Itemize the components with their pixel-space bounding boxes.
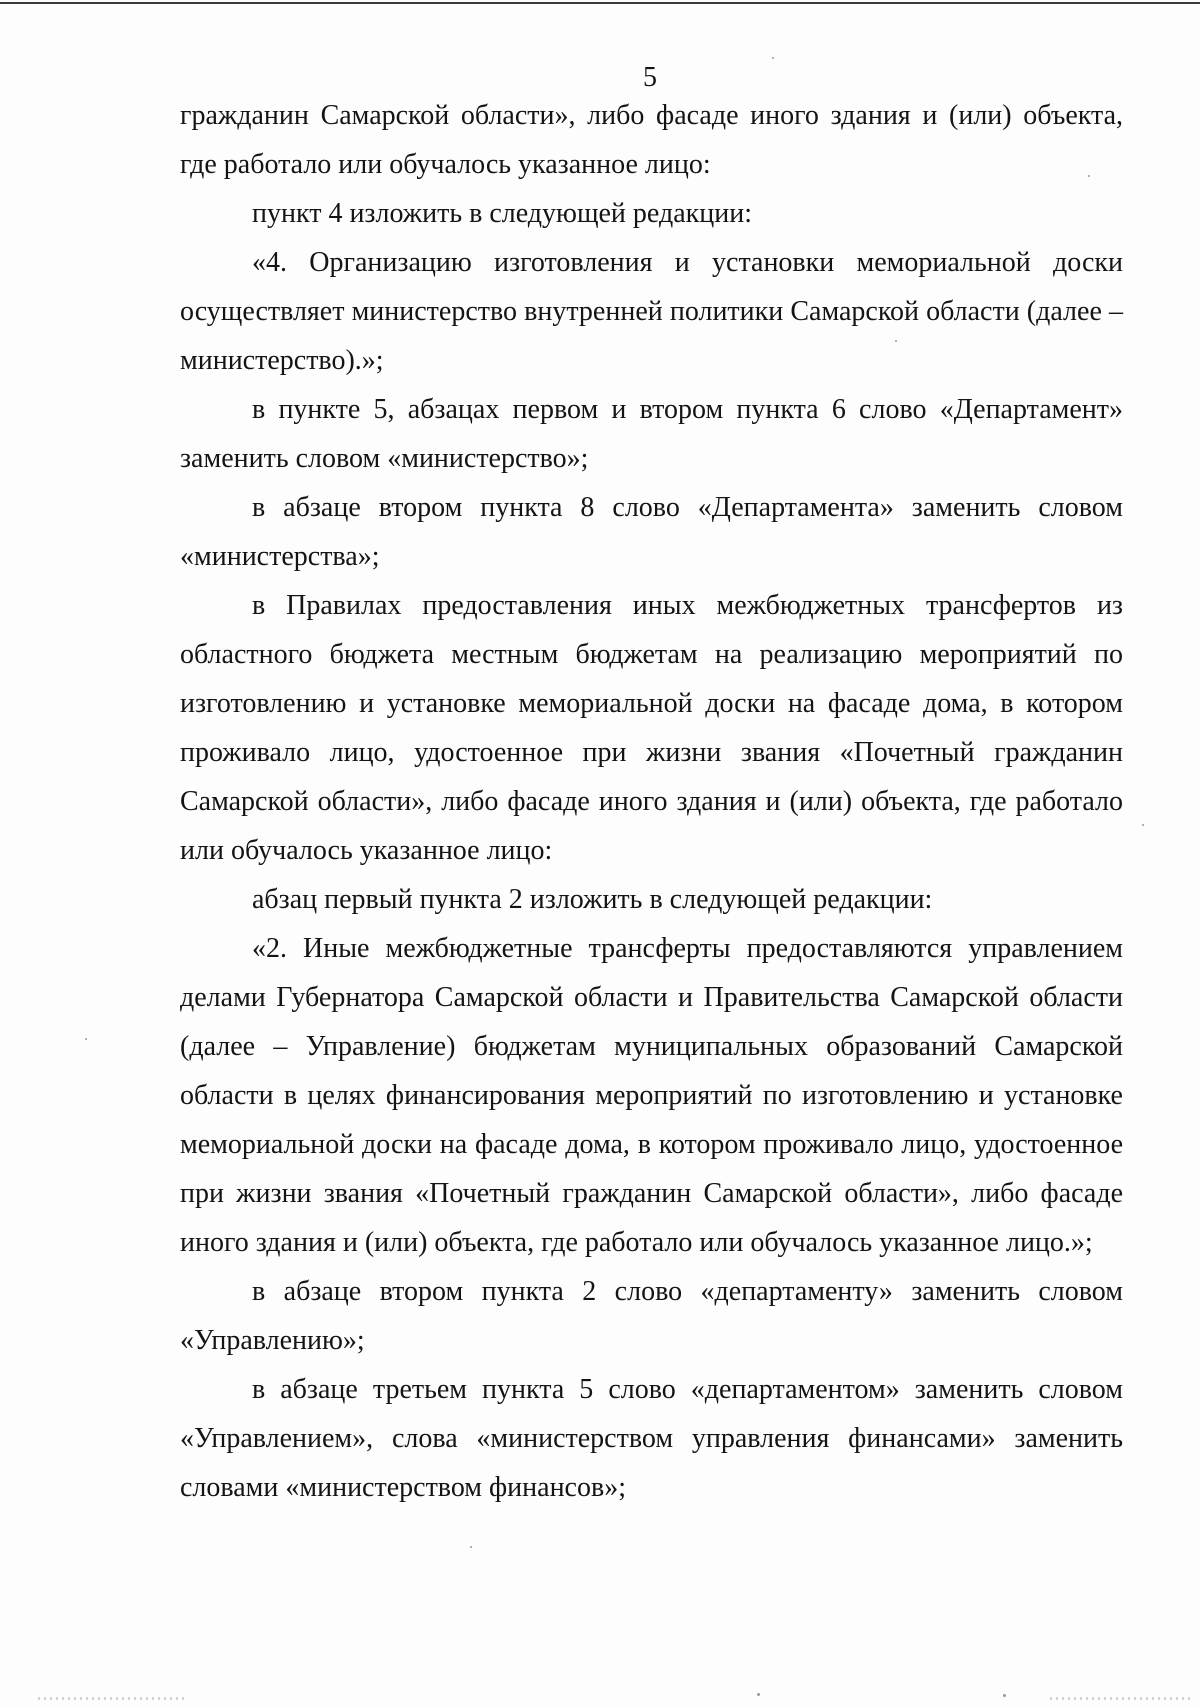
scan-speck	[85, 1038, 87, 1040]
scan-speck	[757, 1693, 760, 1696]
page-number: 5	[643, 62, 657, 93]
scan-speck	[470, 1546, 472, 1548]
scan-speck	[772, 57, 774, 59]
paragraph-5: в абзаце втором пункта 8 слово «Департамента» заменить словом «министерства»;	[180, 492, 1123, 572]
paragraph-8: «2. Иные межбюджетные трансферты предоставляются управлением делами Губернатора Самарской области и Правительства Самарской области (далее – Управление) бюджетам муниципальных образований Самарской области в целях финансирования мероприятий по изготовлению и установке мемориальной доски на фасаде дома, в котором проживало лицо, удостоенное при жизни звания «Почетный гражданин Самарской области», либо фасаде иного здания и (или) объекта, где работало или обучалось указанное лицо.»;	[180, 933, 1123, 1258]
paragraph-1: гражданин Самарской области», либо фасаде иного здания и (или) объекта, где работало или обучалось указанное лицо:	[180, 100, 1123, 180]
paragraph-6: в Правилах предоставления иных межбюджетных трансфертов из областного бюджета местным бюджетам на реализацию мероприятий по изготовлению и установке мемориальной доски на фасаде дома, в котором проживало лицо, удостоенное при жизни звания «Почетный гражданин Самарской области», либо фасаде иного здания и (или) объекта, где работало или обучалось указанное лицо:	[180, 590, 1123, 866]
paragraph-4: в пункте 5, абзацах первом и втором пункта 6 слово «Департамент» заменить словом «министерство»;	[180, 394, 1123, 474]
paragraph-3: «4. Организацию изготовления и установки мемориальной доски осуществляет министерство внутренней политики Самарской области (далее – министерство).»;	[180, 247, 1123, 376]
paragraph-2: пункт 4 изложить в следующей редакции:	[252, 198, 752, 229]
scan-speck	[1003, 1694, 1006, 1697]
top-border-line	[0, 2, 1200, 4]
paragraph-7: абзац первый пункта 2 изложить в следующей редакции:	[252, 884, 933, 915]
scan-edge-noise	[1050, 1697, 1190, 1700]
scan-speck	[1142, 824, 1144, 826]
paragraph-10: в абзаце третьем пункта 5 слово «департаментом» заменить словом «Управлением», слова «министерством управления финансами» заменить словами «министерством финансов»;	[180, 1374, 1123, 1503]
scan-edge-noise	[38, 1697, 188, 1700]
document-body	[180, 91, 1123, 1512]
paragraph-9: в абзаце втором пункта 2 слово «департаменту» заменить словом «Управлению»;	[180, 1276, 1123, 1356]
scan-speck	[895, 340, 897, 342]
scan-speck	[1088, 175, 1090, 177]
